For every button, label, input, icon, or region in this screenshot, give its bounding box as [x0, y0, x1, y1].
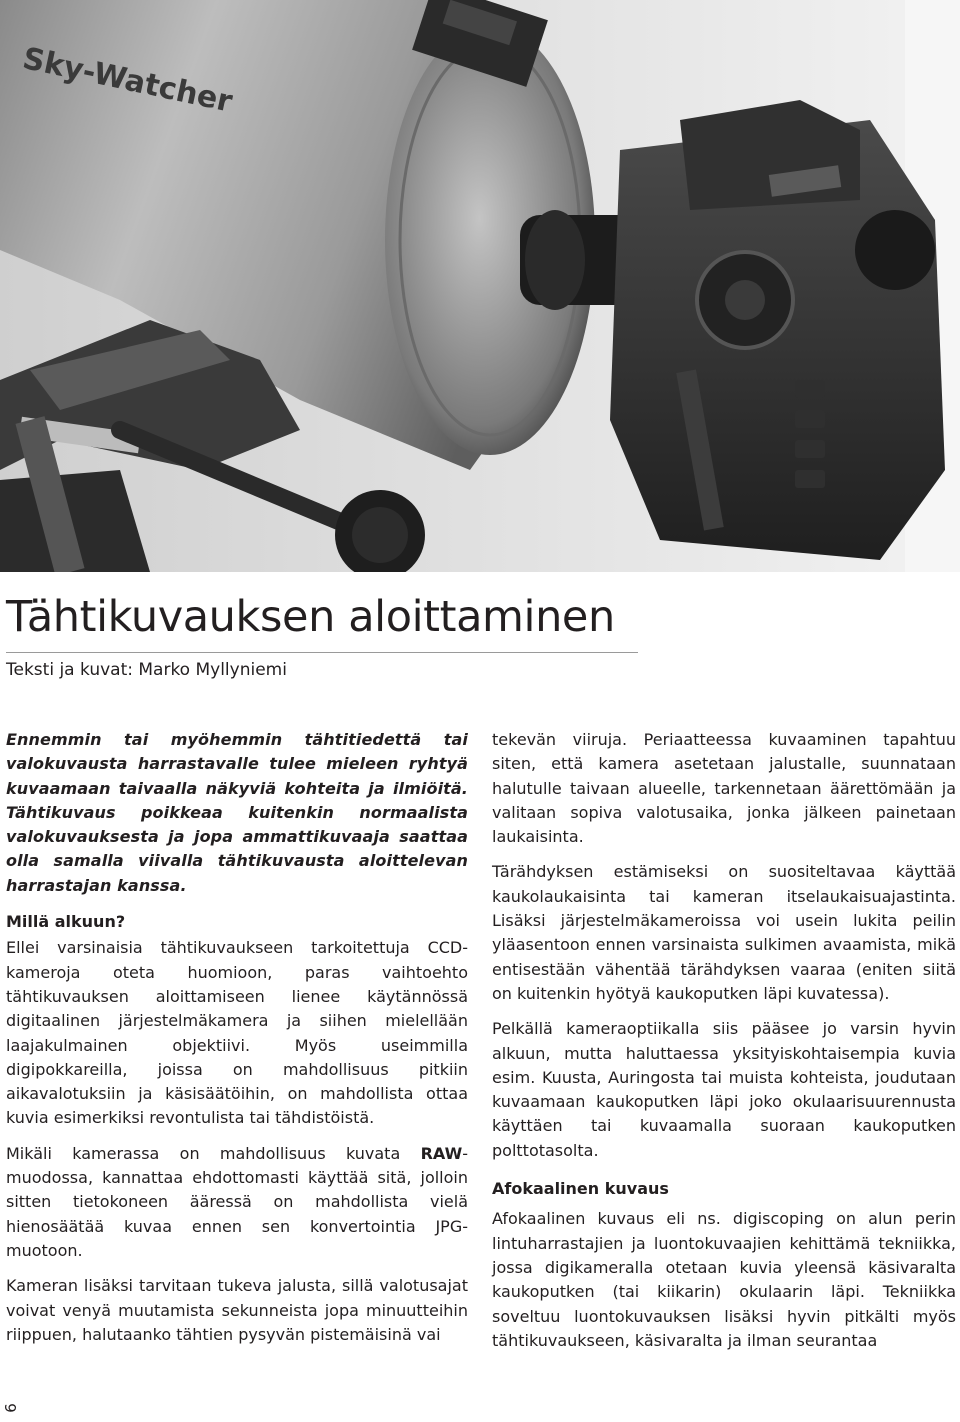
raw-keyword: RAW [420, 1143, 463, 1163]
body-paragraph: Ellei varsinaisia tähtikuvaukseen tarkoitettuja CCD-kameroja oteta huomioon, paras vaihtoehto tähtikuvauksen aloittamiseen lienee käytännössä digitaalinen järjestelmäkamera ja siihen mielellään laajakulmainen objektiivi. Myös useimmilla digipokkareilla, joissa on mahdollisuus pitkiin aikavalotuksiin ja käsisäätöihin, on mahdollista ottaa kuvia esimerkiksi revontulista tai tähdistöistä. [6, 938, 468, 1128]
body-paragraph: Pelkällä kameraoptiikalla siis pääsee jo varsin hyvin alkuun, mutta haluttaessa yksityiskohtaisempia kuvia esim. Kuusta, Auringosta tai muista kohteista, joudutaan kuvaamaan kaukoputken läpi joko okulaarisuurennusta käyttäen tai kuvaamalla suoraan kaukoputken polttotasolta. [492, 1019, 956, 1160]
section-heading-mill-alkuun: Millä alkuun? [6, 912, 126, 932]
article-byline: Teksti ja kuvat: Marko Myllyniemi [6, 660, 287, 680]
body-paragraph: Afokaalinen kuvaus eli ns. digiscoping on alun perin lintuharrastajien ja luontokuvaajien kehittämä tekniikka, jossa digikameralla otetaan kuvia yleensä käsivaralta kaukoputken (tai kiikarin) okulaarin läpi. Tekniikka soveltuu luontokuvauksen lisäksi hyvin pitkälti myös tähtikuvaukseen, käsivaralta ja ilman seurantaa [492, 1209, 956, 1350]
article-title: Tähtikuvauksen aloittaminen [6, 592, 615, 642]
article-photo [0, 0, 960, 572]
raw-text-before: Mikäli kamerassa on mahdollisuus kuvata [6, 1143, 421, 1163]
body-paragraph: tekevän viiruja. Periaatteessa kuvaaminen tapahtuu siten, että kamera asetetaan jalustalle, suunnataan halutulle taivaan alueelle, tarkennetaan äärettömään ja valitaan sopiva valotusaika, jonka jälkeen painetaan laukaisinta. [492, 730, 956, 847]
lead-paragraph: Ennemmin tai myöhemmin tähtitiedettä tai valokuvausta harrastavalle tulee mieleen ryhtyä kuvaamaan taivaalla näkyviä kohteita ja ilmiöitä. Tähtikuvaus poikkeaa kuitenkin normaalista valokuvauksesta ja jopa ammattikuvaaja saattaa olla samalla viivalla tähtikuvausta aloittelevan harrastajan kanssa. [6, 730, 468, 895]
telescope-camera-image [0, 0, 960, 572]
raw-text-after: -muodossa, kannattaa ehdottomasti käyttää sitä, jolloin sitten tietokoneen ääressä on mahdollista vielä hienosäätää kuvaa ennen sen konvertointia JPG-muotoon. [6, 1143, 468, 1260]
section-heading-afokaalinen: Afokaalinen kuvaus [492, 1179, 669, 1199]
brand-label: Sky-Watcher [19, 41, 236, 120]
body-paragraph-raw [6, 1142, 468, 1263]
page-number: 6 [2, 1403, 20, 1413]
title-divider [6, 652, 638, 653]
left-column [6, 728, 468, 1358]
right-column [492, 728, 956, 1364]
body-paragraph: Kameran lisäksi tarvitaan tukeva jalusta, sillä valotusajat voivat venyä muutamista sekunneista jopa minuutteihin riippuen, halutaanko tähtien pysyvän pistemäisinä vai [6, 1276, 468, 1344]
body-paragraph: Tärähdyksen estämiseksi on suositeltavaa käyttää kaukolaukaisinta tai kameran itselaukaisuajastinta. Lisäksi järjestelmäkameroissa voi usein lukita peilin yläasentoon ennen varsinaista sulkimen avaamista, mikä entisestään vähentää tärähdyksen vaaraa (eniten siitä on kuitenkin hyötyä kaukoputken läpi kuvatessa). [492, 862, 956, 1003]
